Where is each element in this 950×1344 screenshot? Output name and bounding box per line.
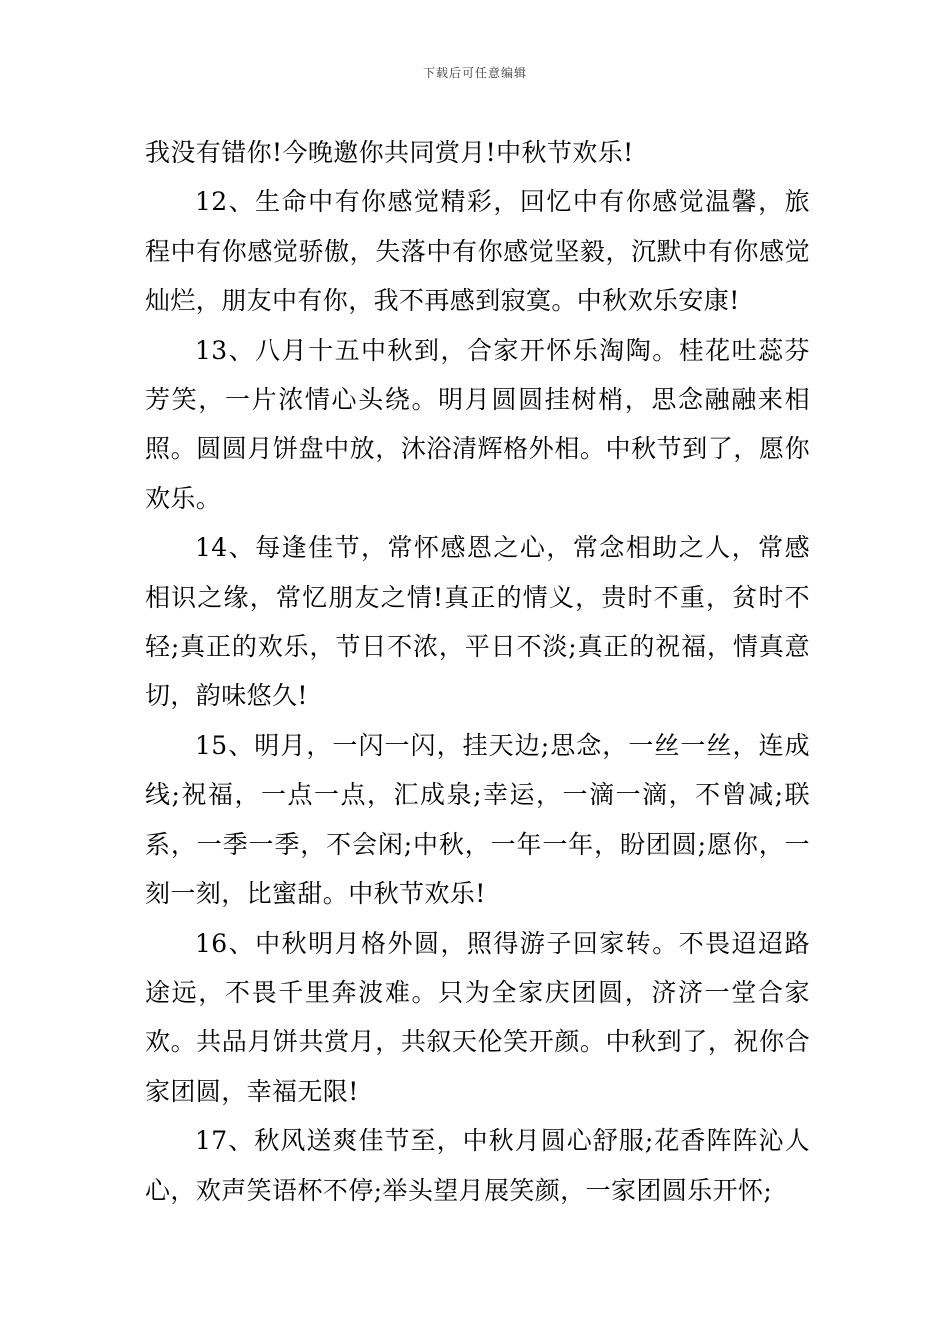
paragraph-17: 17、秋风送爽佳节至，中秋月圆心舒服;花香阵阵沁人心，欢声笑语杯不停;举头望月展笑颜，一家团圆乐开怀;: [145, 1126, 810, 1205]
paragraph-13: 13、八月十五中秋到，合家开怀乐淘陶。桂花吐蕊芬芳笑，一片浓情心头绕。明月圆圆挂树梢，思念融融来相照。圆圆月饼盘中放，沐浴清辉格外相。中秋节到了，愿你欢乐。: [145, 335, 810, 513]
paragraph-15: 15、明月，一闪一闪，挂天边;思念，一丝一丝，连成线;祝福，一点一点，汇成泉;幸运，一滴一滴，不曾减;联系，一季一季，不会闲;中秋，一年一年，盼团圆;愿你，一刻一刻，比蜜甜。中秋节欢乐!: [145, 730, 810, 909]
paragraph-continuation: 我没有错你!今晚邀你共同赏月!中秋节欢乐!: [145, 138, 634, 167]
paragraph-14: 14、每逢佳节，常怀感恩之心，常念相助之人，常感相识之缘，常忆朋友之情!真正的情义，贵时不重，贫时不轻;真正的欢乐，节日不浓，平日不淡;真正的祝福，情真意切，韵味悠久!: [145, 533, 810, 711]
paragraph-12: 12、生命中有你感觉精彩，回忆中有你感觉温馨，旅程中有你感觉骄傲，失落中有你感觉坚毅，沉默中有你感觉灿烂，朋友中有你，我不再感到寂寞。中秋欢乐安康!: [145, 187, 810, 316]
document-body: [145, 128, 810, 1215]
paragraph-16: 16、中秋明月格外圆，照得游子回家转。不畏迢迢路途远，不畏千里奔波难。只为全家庆团圆，济济一堂合家欢。共品月饼共赏月，共叙天伦笑开颜。中秋到了，祝你合家团圆，幸福无限!: [145, 928, 810, 1106]
page-header: 下载后可任意编辑: [422, 66, 527, 80]
